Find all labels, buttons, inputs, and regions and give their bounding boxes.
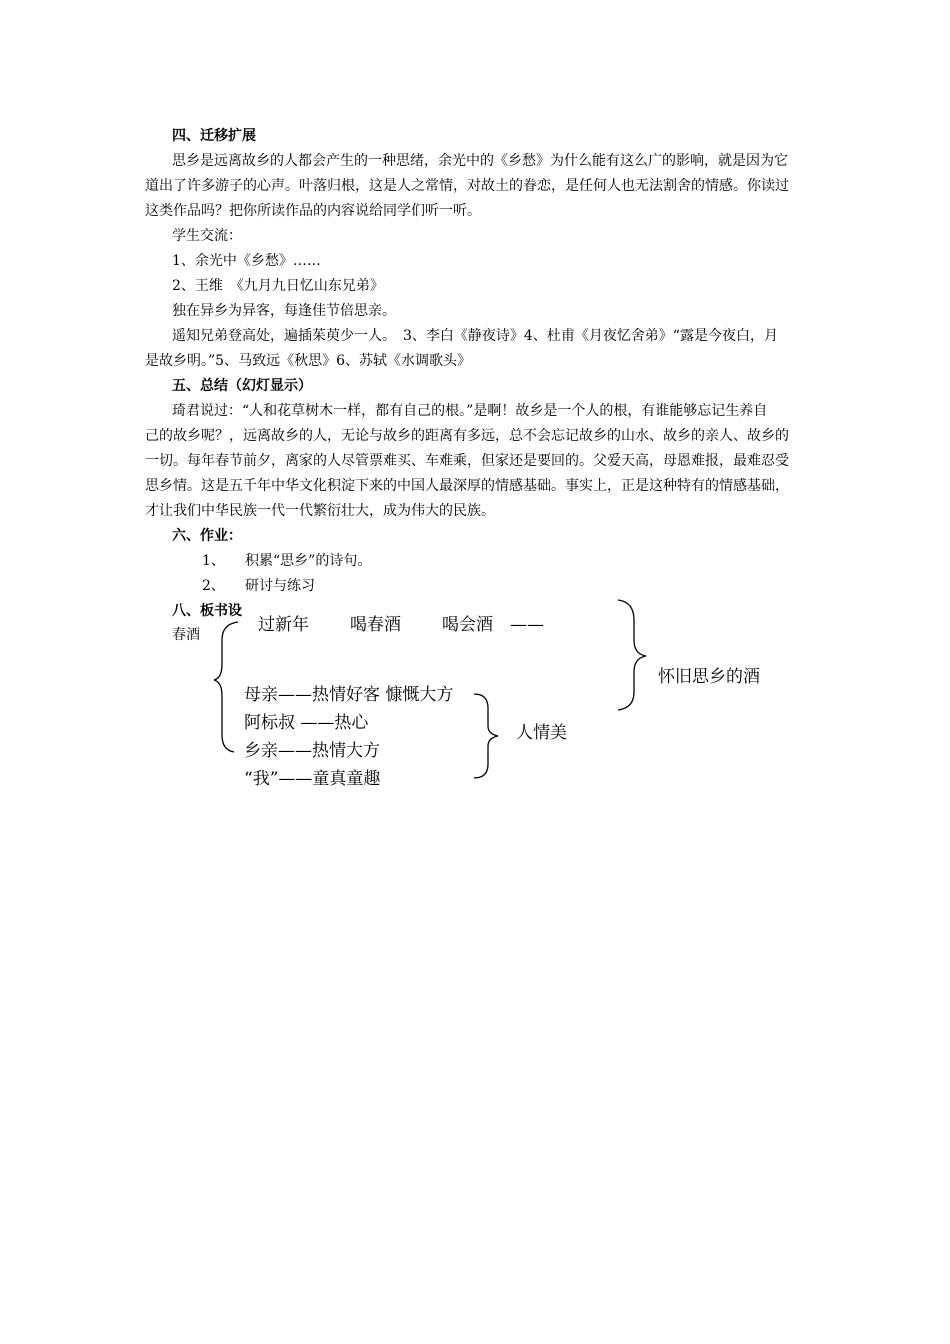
board-drink-gathering-wine: 喝会酒 —— (442, 615, 544, 635)
section-8-heading: 八、板书设 (172, 603, 242, 619)
section-4-paragraph-line-1: 思乡是远离故乡的人都会产生的一种思绪，余光中的《乡愁》为什么能有这么广的影响，就是因为它 (172, 153, 788, 169)
board-mother: 母亲——热情好客 慷慨大方 (244, 685, 454, 705)
board-villagers: 乡亲——热情大方 (244, 741, 380, 761)
left-brace-icon (214, 622, 238, 752)
homework-1-text: 积累“思乡”的诗句。 (245, 553, 372, 569)
board-me: “我”——童真童趣 (244, 769, 381, 789)
right-brace-nostalgia-icon (618, 600, 646, 710)
homework-2-text: 研讨与练习 (245, 578, 315, 594)
section-4-paragraph-line-2: 道出了许多游子的心声。叶落归根，这是人之常情，对故土的眷恋，是任何人也无法割舍的情感。你读过 (145, 178, 789, 194)
board-drink-spring-wine: 喝春酒 (350, 615, 401, 635)
board-new-year: 过新年 (258, 615, 309, 635)
section-4-heading: 四、迁移扩展 (172, 128, 256, 144)
homework-2-number: 2、 (202, 578, 225, 594)
exchange-item-2: 2、王维 《九月九日忆山东兄弟》 (172, 278, 384, 294)
poem-line-1: 独在异乡为异客，每逢佳节倍思亲。 (172, 303, 396, 319)
board-uncle-abiao: 阿标叔 ——热心 (244, 713, 369, 733)
board-human-beauty: 人情美 (516, 723, 567, 743)
summary-line-1: 琦君说过：“人和花草树木一样，都有自己的根。”是啊！故乡是一个人的根，有谁能够忘记生养自 (172, 403, 768, 419)
summary-line-2: 己的故乡呢？，远离故乡的人，无论与故乡的距离有多远，总不会忘记故乡的山水、故乡的亲人、故乡的 (145, 428, 789, 444)
exchange-item-1: 1、余光中《乡愁》…… (172, 253, 321, 269)
right-brace-people-icon (474, 694, 498, 778)
summary-line-3: 一切。每年春节前夕，离家的人尽管票难买、车难乘，但家还是要回的。父爱天高，母恩难报，最难忍受 (145, 453, 789, 469)
section-6-heading: 六、作业： (172, 528, 242, 544)
poem-line-2: 遥知兄弟登高处，遍插茱萸少一人。 3、李白《静夜诗》4、杜甫《月夜忆舍弟》“露是今夜白，月 (172, 328, 778, 344)
board-nostalgia-wine: 怀旧思乡的酒 (658, 667, 760, 687)
board-spring-wine: 春酒 (172, 627, 200, 643)
poem-line-3: 是故乡明。”5、马致远《秋思》6、苏轼《水调歌头》 (145, 353, 471, 369)
section-5-heading: 五、总结（幻灯显示） (172, 378, 312, 394)
section-4-paragraph-line-3: 这类作品吗？把你所读作品的内容说给同学们听一听。 (145, 203, 481, 219)
summary-line-5: 才让我们中华民族一代一代繁衍壮大，成为伟大的民族。 (145, 503, 495, 519)
homework-1-number: 1、 (202, 553, 225, 569)
summary-line-4: 思乡情。这是五千年中华文化积淀下来的中国人最深厚的情感基础。事实上，正是这种特有的情感基础， (145, 478, 789, 494)
student-exchange-label: 学生交流： (172, 228, 242, 244)
